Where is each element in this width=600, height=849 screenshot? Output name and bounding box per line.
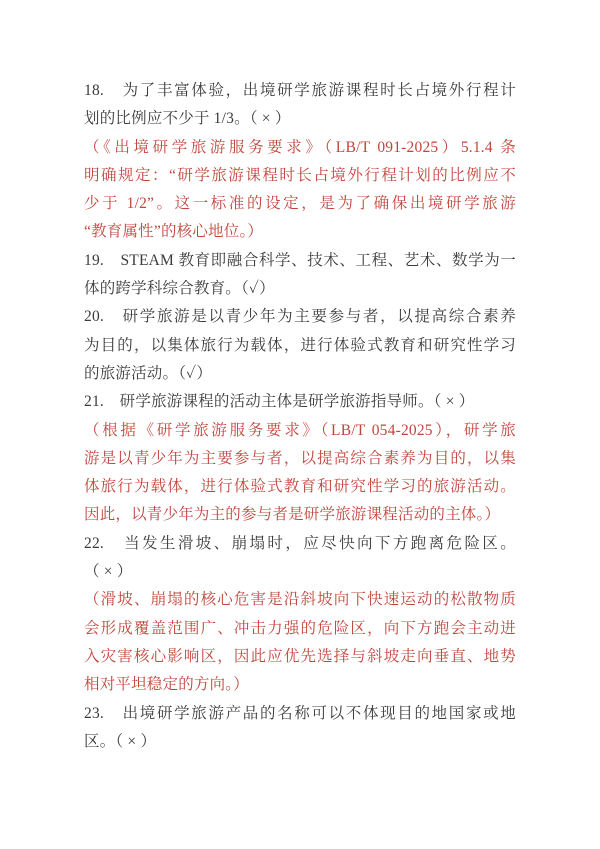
question-18-explanation-line: 少于 1/2”。这一标准的设定，是为了确保出境研学旅游 bbox=[84, 195, 516, 213]
question-21-explanation-line: （根据《研学旅游服务要求》（LB/T 054-2025），研学旅 bbox=[84, 421, 516, 439]
question-18-statement-line: 划的比例应不少于 1/3。（ × ） bbox=[84, 110, 291, 128]
question-19-statement-line: 体的跨学科综合教育。（✓） bbox=[84, 280, 275, 298]
question-19-statement-line: 19. STEAM 教育即融合科学、技术、工程、艺术、数学为一 bbox=[84, 251, 516, 269]
question-18-statement-line: 18. 为了丰富体验，出境研学旅游课程时长占境外行程计 bbox=[84, 82, 516, 99]
question-18-explanation-line: “教育属性”的核心地位。） bbox=[84, 223, 264, 241]
question-22-statement-line: 22. 当发生滑坡、崩塌时，应尽快向下方跑离危险区。 bbox=[84, 534, 516, 552]
question-22-statement-line: （ × ） bbox=[84, 563, 133, 581]
question-23-statement-line: 区。（ × ） bbox=[84, 732, 157, 750]
document-body bbox=[84, 77, 516, 756]
question-22-explanation-line: 入灾害核心影响区，因此应优先选择与斜坡走向垂直、地势 bbox=[84, 647, 516, 665]
question-21-explanation-line: 体旅行为载体，进行体验式教育和研究性学习的旅游活动。 bbox=[84, 478, 516, 496]
question-18-explanation-line: 明确规定：“研学旅游课程时长占境外行程计划的比例应不 bbox=[84, 166, 516, 184]
question-22-explanation-line: 相对平坦稳定的方向。） bbox=[84, 676, 249, 694]
question-22-explanation-line: （滑坡、崩塌的核心危害是沿斜坡向下快速运动的松散物质 bbox=[84, 591, 516, 609]
question-21-statement-line: 21. 研学旅游课程的活动主体是研学旅游指导师。（ × ） bbox=[84, 393, 475, 411]
question-20-statement-line: 为目的，以集体旅行为载体，进行体验式教育和研究性学习 bbox=[84, 336, 516, 354]
question-20-statement-line: 20. 研学旅游是以青少年为主要参与者，以提高综合素养 bbox=[84, 308, 516, 326]
question-23-statement-line: 23. 出境研学旅游产品的名称可以不体现目的地国家或地 bbox=[84, 704, 516, 722]
question-21-explanation-line: 游是以青少年为主要参与者，以提高综合素养为目的，以集 bbox=[84, 449, 516, 467]
question-21-explanation-line: 因此，以青少年为主的参与者是研学旅游课程活动的主体。） bbox=[84, 506, 501, 524]
question-22-explanation-line: 会形成覆盖范围广、冲击力强的危险区，向下方跑会主动进 bbox=[84, 619, 516, 637]
question-18-explanation-line: （《出境研学旅游服务要求》（LB/T 091-2025）5.1.4 条 bbox=[84, 138, 516, 156]
question-20-statement-line: 的旅游活动。（✓） bbox=[84, 364, 213, 382]
